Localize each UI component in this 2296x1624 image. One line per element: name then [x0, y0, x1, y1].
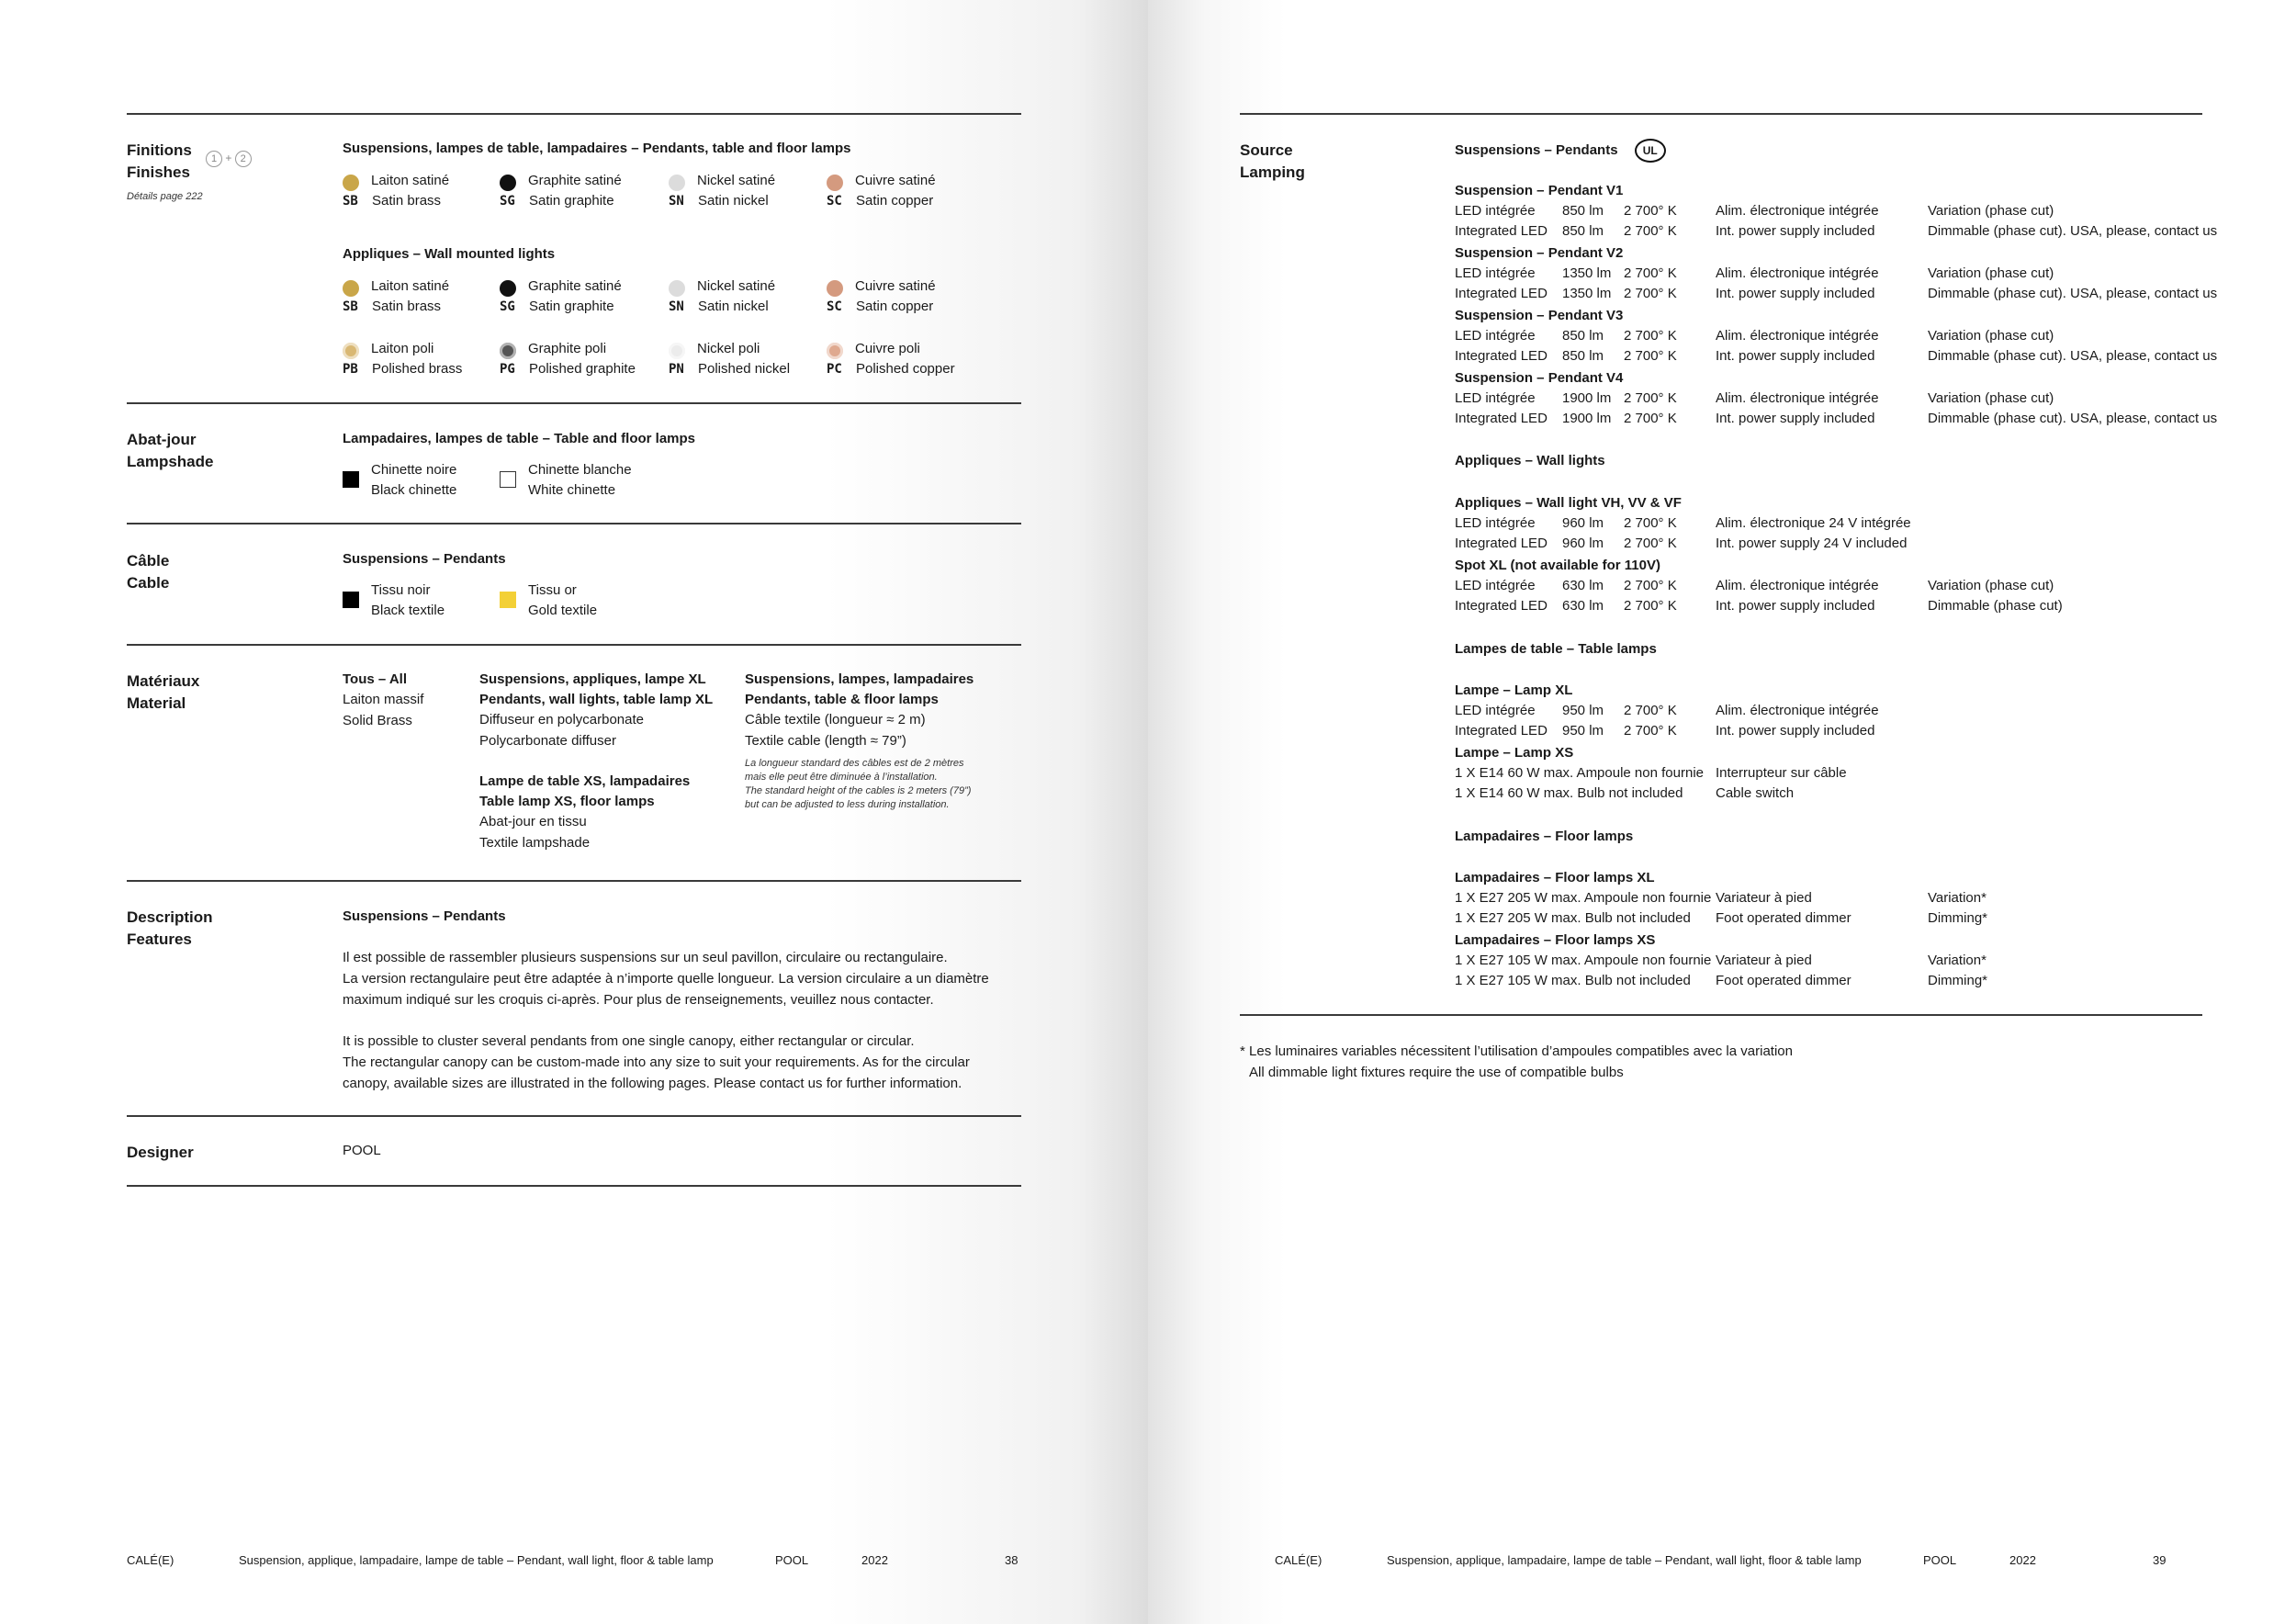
gold-textile-swatch: [500, 592, 516, 608]
finish-name-fr: Graphite poli: [528, 341, 607, 356]
floor-lamps-heading: Lampadaires – Floor lamps: [1455, 829, 1634, 844]
satin-brass-swatch: [343, 280, 359, 297]
lampshade-label: Abat-jour Lampshade: [127, 431, 214, 470]
finish-name-en: Satin brass: [372, 193, 442, 209]
finish-name-en: Satin brass: [372, 299, 442, 314]
wall-light-title: Appliques – Wall light VH, VV & VF: [1455, 495, 1682, 511]
pendant-title: Suspension – Pendant V4: [1455, 370, 1624, 386]
white-chinette-swatch: [500, 471, 516, 488]
satin-copper-swatch: [827, 280, 843, 297]
footer-brand: CALÉ(E): [1275, 1553, 1322, 1567]
page-number: 39: [2153, 1553, 2167, 1567]
divider: [127, 113, 1021, 115]
satin-graphite-swatch: [500, 175, 516, 191]
finish-name-en: Polished nickel: [698, 361, 791, 377]
finish-name-fr: Nickel poli: [697, 341, 760, 356]
finish-code: SC: [827, 194, 842, 209]
left-page: Finitions Finishes 1 + 2 Détails page 222 Suspensions, lampes de table, lampadaires – Pendants, table and floor lamps Laiton satiné SB Satin brass Graphite satiné SG Satin graphite Nickel satiné SN Satin nickel Cuivre satiné SC Satin copper Appliques – Wall mounted lights Laiton satiné SB Satin brass Graphite satiné SG Satin graphite Nickel satiné SN Satin nickel Cuivre satiné SC Satin copper Laiton poli PB Polished brass Graphite poli PG Polished graphite Nickel poli PN Polished nickel Cuivre poli PC Polished copper Abat-jour Lampshade Lampadaires, lampes de table – Table and floor lamps Chinette noire Black chinette Chinette blanche White chinette Câble Cable Suspensions – Pendants Tissu noir Black textile Tissu or Gold textile Matériaux Material Tous – All Laiton massif Solid Brass Suspensions, appliques, lampe XL Pendants, wall lights, table lamp XL Diffuseur en polycarbonate Polycarbonate diffuser Lampe de table XS, lampadaires Table lamp XS, floor lamps Abat-jour en tissu Textile lampshade Suspensions, lampes, lampadaires Pendants, table & floor lamps Câble textile (longueur ≈ 2 m) Textile cable (length ≈ 79”) La longueur standard des câbles est de 2 mètres mais elle peut être diminuée à l’installation. The standard height of the cables is 2 meters (79”) but can be adjusted to less during installation. Description Features Suspensions – Pendants Il est possible de rassembler plusieurs suspensions sur un seul pavillon, circulaire ou rectangulaire. La version rectangulaire peut être adaptée à n’importe quelle longueur. La version circulaire a un diamètre maximum indiqué sur les croquis ci-après. Pour plus de renseignements, veuillez nous contacter. It is possible to cluster several pendants from one single canopy, either rectangular or circular. The rectangular canopy can be custom-made into any size to suit your requirements. As for the circular canopy, available sizes are illustrated in the following pages. Please contact us for further information. Designer POOL CALÉ(E) Suspension, applique, lampadaire, lampe de table – Pendant, wall light, floor & table lamp POOL 2022 38: [0, 0, 1148, 1624]
finish-name-en: Satin graphite: [529, 299, 614, 314]
finish-name-en: Polished brass: [372, 361, 463, 377]
satin-copper-swatch: [827, 175, 843, 191]
floor-xl-title: Lampadaires – Floor lamps XL: [1455, 870, 1655, 885]
finish-code: PC: [827, 362, 842, 377]
floor-xs-title: Lampadaires – Floor lamps XS: [1455, 932, 1656, 948]
finish-name-fr: Graphite satiné: [528, 173, 622, 188]
footer-designer: POOL: [1923, 1553, 1957, 1567]
finish-name-en: Satin copper: [856, 299, 934, 314]
finish-name-fr: Cuivre satiné: [855, 173, 936, 188]
satin-brass-swatch: [343, 175, 359, 191]
finish-code: PB: [343, 362, 358, 377]
features-text-en: It is possible to cluster several pendants from one single canopy, either rectangular or circular. The rectangular canopy can be custom-made into any size to suit your requirements. As for the circular canopy, available sizes are illustrated in the following pages. Please contact us for further information.: [343, 1033, 970, 1091]
finishes-label: Finitions Finishes: [127, 141, 192, 181]
divider: [127, 1115, 1021, 1117]
plus-sign: +: [225, 152, 232, 165]
divider: [127, 523, 1021, 524]
divider: [127, 880, 1021, 882]
features-text-fr: Il est possible de rassembler plusieurs suspensions sur un seul pavillon, circulaire ou rectangulaire. La version rectangulaire peut être adaptée à n’importe quelle longueur. La version circulaire a un diamètre maximum indiqué sur les croquis ci-après. Pour plus de renseignements, veuillez nous contacter.: [343, 950, 989, 1008]
footer-year: 2022: [861, 1553, 888, 1567]
material-col-diffuser: Suspensions, appliques, lampe XL Pendants, wall lights, table lamp XL Diffuseur en polycarbonate Polycarbonate diffuser Lampe de table XS, lampadaires Table lamp XS, floor lamps Abat-jour en tissu Textile lampshade: [479, 671, 714, 851]
footer-designer: POOL: [775, 1553, 809, 1567]
satin-graphite-swatch: [500, 280, 516, 297]
polished-nickel-swatch: [669, 343, 685, 359]
cable-heading: Suspensions – Pendants: [343, 551, 506, 567]
features-label: Description Features: [127, 908, 213, 948]
satin-nickel-swatch: [669, 175, 685, 191]
footer-brand: CALÉ(E): [127, 1553, 174, 1567]
finish-code: SN: [669, 299, 684, 314]
divider: [1240, 1014, 2202, 1016]
finishes-heading-2: Appliques – Wall mounted lights: [343, 246, 556, 262]
designer-value: POOL: [343, 1143, 381, 1158]
page-number: 38: [1005, 1553, 1019, 1567]
finish-code: SG: [500, 194, 515, 209]
source-label: Source Lamping: [1240, 141, 1305, 181]
finish-name-fr: Nickel satiné: [697, 173, 776, 188]
material-label: Matériaux Material: [127, 672, 200, 712]
black-chinette-swatch: [343, 471, 359, 488]
divider: [127, 402, 1021, 404]
table-lamps-heading: Lampes de table – Table lamps: [1455, 641, 1657, 657]
polished-graphite-swatch: [500, 343, 516, 359]
finish-name-fr: Nickel satiné: [697, 278, 776, 294]
finish-name-en: Polished copper: [856, 361, 955, 377]
polished-brass-swatch: [343, 343, 359, 359]
lampshade-heading: Lampadaires, lampes de table – Table and floor lamps: [343, 431, 696, 446]
pendant-title: Suspension – Pendant V2: [1455, 245, 1624, 261]
finish-name-en: Satin copper: [856, 193, 934, 209]
pendant-title: Suspension – Pendant V3: [1455, 308, 1624, 323]
finish-name-fr: Laiton poli: [371, 341, 434, 356]
lamp-xl-title: Lampe – Lamp XL: [1455, 682, 1573, 698]
finish-name-fr: Laiton satiné: [371, 173, 450, 188]
finish-code: PG: [500, 362, 515, 377]
footer-description: Suspension, applique, lampadaire, lampe de table – Pendant, wall light, floor & table lamp: [239, 1553, 714, 1567]
finish-code: SB: [343, 194, 358, 209]
circled-number: 1: [206, 151, 222, 167]
finish-name-fr: Cuivre satiné: [855, 278, 936, 294]
finish-count: [206, 151, 252, 167]
finishes-heading-1: Suspensions, lampes de table, lampadaires – Pendants, table and floor lamps: [343, 141, 851, 156]
footnote: * Les luminaires variables nécessitent l’utilisation d’ampoules compatibles avec la variation All dimmable light fixtures require the use of compatible bulbs: [1240, 1043, 1793, 1080]
finish-name-fr: Cuivre poli: [855, 341, 920, 356]
features-heading: Suspensions – Pendants: [343, 908, 506, 924]
divider: [1240, 113, 2202, 115]
wall-lights-heading: Appliques – Wall lights: [1455, 453, 1605, 468]
polished-copper-swatch: [827, 343, 843, 359]
finish-code: SN: [669, 194, 684, 209]
ul-certification-icon: UL: [1635, 139, 1666, 163]
finish-name-en: Satin nickel: [698, 193, 769, 209]
finish-name-en: Satin graphite: [529, 193, 614, 209]
finish-code: SB: [343, 299, 358, 314]
spot-title: Spot XL (not available for 110V): [1455, 558, 1660, 573]
material-col-cable: Suspensions, lampes, lampadaires Pendants, table & floor lamps Câble textile (longueur ≈ 2 m) Textile cable (length ≈ 79”) La longueur standard des câbles est de 2 mètres mais elle peut être diminuée à l’installation. The standard height of the cables is 2 meters (79”) but can be adjusted to less during installation.: [745, 671, 974, 810]
footer-year: 2022: [2009, 1553, 2036, 1567]
circled-number: 2: [235, 151, 252, 167]
designer-label: Designer: [127, 1144, 194, 1161]
finish-name-fr: Laiton satiné: [371, 278, 450, 294]
divider: [127, 1185, 1021, 1187]
finish-name-fr: Graphite satiné: [528, 278, 622, 294]
source-heading: Suspensions – Pendants UL: [1455, 139, 1666, 163]
satin-nickel-swatch: [669, 280, 685, 297]
finish-code: SG: [500, 299, 515, 314]
lamp-xs-title: Lampe – Lamp XS: [1455, 745, 1574, 761]
cable-label: Câble Cable: [127, 552, 170, 592]
cable-length-note: La longueur standard des câbles est de 2 mètres mais elle peut être diminuée à l’installation. The standard height of the cables is 2 meters (79”) but can be adjusted to less during installation.: [745, 758, 972, 810]
pendant-title: Suspension – Pendant V1: [1455, 183, 1624, 198]
black-textile-swatch: [343, 592, 359, 608]
right-page: Source Lamping Suspensions – Pendants UL Suspension – Pendant V1 LED intégrée 850 lm 2 700° K Alim. électronique intégrée Variation (phase cut) Integrated LED 850 lm 2 700° K Int. power supply included Dimmable (phase cut). USA, please, contact us Suspension – Pendant V2 LED intégrée 1350 lm 2 700° K Alim. électronique intégrée Variation (phase cut) Integrated LED 1350 lm 2 700° K Int. power supply included Dimmable (phase cut). USA, please, contact us Suspension – Pendant V3 LED intégrée 850 lm 2 700° K Alim. électronique intégrée Variation (phase cut) Integrated LED 850 lm 2 700° K Int. power supply included Dimmable (phase cut). USA, please, contact us Suspension – Pendant V4 LED intégrée 1900 lm 2 700° K Alim. électronique intégrée Variation (phase cut) Integrated LED 1900 lm 2 700° K Int. power supply included Dimmable (phase cut). USA, please, contact us Appliques – Wall lights Appliques – Wall light VH, VV & VF LED intégrée 960 lm 2 700° K Alim. électronique 24 V intégrée Integrated LED 960 lm 2 700° K Int. power supply 24 V included Spot XL (not available for 110V) LED intégrée 630 lm 2 700° K Alim. électronique intégrée Variation (phase cut) Integrated LED 630 lm 2 700° K Int. power supply included Dimmable (phase cut) Lampes de table – Table lamps Lampe – Lamp XL LED intégrée 950 lm 2 700° K Alim. électronique intégrée Integrated LED 950 lm 2 700° K Int. power supply included Lampe – Lamp XS 1 X E14 60 W max. Ampoule non fournie Interrupteur sur câble 1 X E14 60 W max. Bulb not included Cable switch Lampadaires – Floor lamps Lampadaires – Floor lamps XL 1 X E27 205 W max. Ampoule non fournie Variateur à pied Variation* 1 X E27 205 W max. Bulb not included Foot operated dimmer Dimming* Lampadaires – Floor lamps XS 1 X E27 105 W max. Ampoule non fournie Variateur à pied Variation* 1 X E27 105 W max. Bulb not included Foot operated dimmer Dimming* * Les luminaires variables nécessitent l’utilisation d’ampoules compatibles avec la variation All dimmable light fixtures require the use of compatible bulbs CALÉ(E) Suspension, applique, lampadaire, lampe de table – Pendant, wall light, floor & table lamp POOL 2022 39: [1148, 0, 2296, 1624]
finish-name-en: Satin nickel: [698, 299, 769, 314]
material-col-all: Tous – All Laiton massif Solid Brass: [343, 671, 424, 728]
details-page-ref: Détails page 222: [127, 191, 203, 202]
footer-description: Suspension, applique, lampadaire, lampe de table – Pendant, wall light, floor & table lamp: [1387, 1553, 1862, 1567]
finish-code: SC: [827, 299, 842, 314]
finish-name-en: Polished graphite: [529, 361, 636, 377]
divider: [127, 644, 1021, 646]
finish-code: PN: [669, 362, 684, 377]
